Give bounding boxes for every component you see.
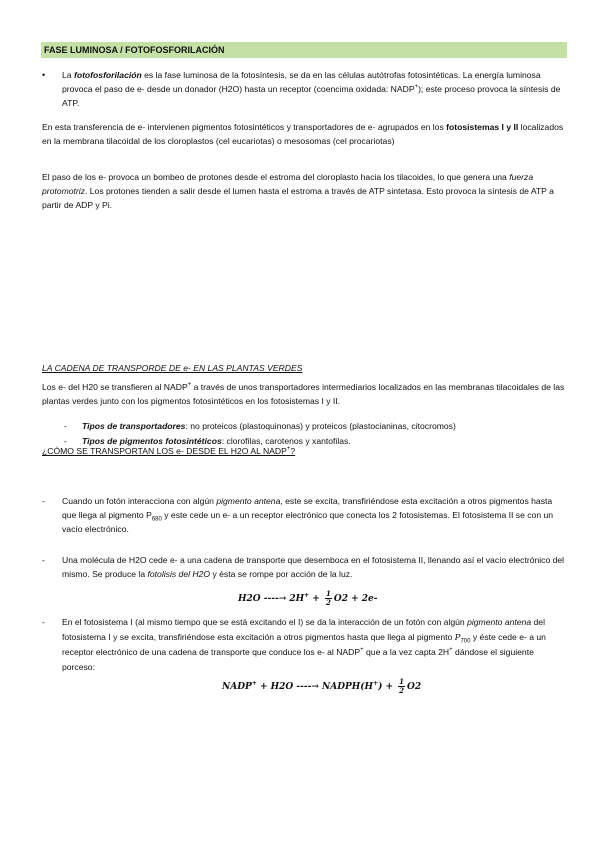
- eq-text: H2O ----: [270, 682, 312, 692]
- eq-text: +: [382, 682, 397, 692]
- list-dash: -: [64, 421, 67, 431]
- superscript: +: [414, 84, 419, 91]
- text: a través de unos transportadores intermediarios localizados en las membranas tilacoidales de las plantas verdes junto con los pigmentos fotosintéticos en los fotosistemas I y II.: [42, 382, 565, 406]
- list-dash: -: [42, 617, 45, 627]
- subscript: 700: [460, 638, 471, 645]
- paragraph-fotosistemas: [42, 120, 567, 148]
- list-dash: -: [42, 555, 45, 565]
- numerator: 1: [399, 677, 405, 686]
- denominator: 2: [399, 686, 405, 695]
- term-fotolisis: fotolisis del H2O: [147, 569, 211, 579]
- text: ¿CÓMO SE TRANSPORTAN LOS e- DESDE EL H2O AL NADP: [42, 446, 287, 456]
- list-item-label: Tipos de pigmentos fotosintéticos: [82, 436, 222, 446]
- eq-text: H2O ----: [238, 594, 279, 604]
- eq-text: NADP: [222, 682, 252, 692]
- term-pigmento-antena: pigmento antena: [216, 496, 281, 506]
- text: y ésta se rompe por acción de la luz.: [210, 569, 353, 579]
- superscript: +: [360, 647, 364, 654]
- term-pigmento-antena: pigmento antena: [467, 617, 532, 627]
- text: Los e- del H20 se transfieren al NADP: [42, 382, 188, 392]
- text: y este cede un e- a un receptor electrónico que conecta los 2 fotosistemas. El fotosistema II se con un vacío electrónico.: [62, 510, 554, 534]
- fraction: [398, 678, 405, 695]
- text: En el fotosistema I (al mismo tiempo que se está excitando el I) se da la interacción de un fotón con algún: [62, 617, 468, 627]
- bullet-mark: •: [42, 70, 46, 80]
- text: Una molécula de H2O cede e- a una cadena de transporte que desemboca en el fotosistema II, llenando así el vacío electrónico del mismo. Se produce la: [62, 555, 565, 579]
- denominator: 2: [325, 598, 331, 607]
- arrow-icon: →: [278, 594, 287, 604]
- paragraph-transferencia: [42, 380, 567, 408]
- section-title-text: [42, 446, 295, 456]
- arrow-icon: →: [311, 682, 319, 692]
- text: . Los protones tienden a salir desde el lumen hasta el estroma a través de ATP sintetasa. Esto provoca la síntesis de ATP a partir de ADP y Pi.: [42, 186, 554, 210]
- text: La: [62, 70, 74, 80]
- eq-text: O2: [407, 682, 422, 692]
- section-title-transporte: [42, 444, 567, 458]
- superscript: +: [286, 446, 291, 453]
- eq-text: NADPH(H: [318, 682, 374, 692]
- superscript: +: [187, 382, 192, 389]
- numerator: 1: [325, 589, 331, 598]
- text: dándose el siguiente porceso:: [62, 647, 534, 672]
- eq-text: 2H: [286, 594, 305, 604]
- superscript: +: [449, 647, 453, 654]
- list-item-text: : clorofilas, carotenos y xantofilas.: [221, 436, 351, 446]
- section-title-text: LA CADENA DE TRANSPORDE DE e- EN LAS PLANTAS VERDES: [42, 363, 303, 373]
- text: ); este proceso provoca la síntesis de ATP.: [62, 84, 561, 108]
- section-header: FASE LUMINOSA / FOTOFOSFORILACIÓN: [41, 42, 567, 58]
- list-item-label: Tipos de transportadores: [82, 421, 186, 431]
- list-item-fotosistema-I: [62, 615, 567, 674]
- list-item-text: : no proteicos (plastoquinonas) y proteicos (plastocianinas, citocromos): [185, 421, 456, 431]
- text: El paso de los e- provoca un bombeo de protones desde el estroma del cloroplasto hacia los tilacoides, lo que genera una: [42, 172, 510, 182]
- eq-text: +: [256, 682, 271, 692]
- paragraph-protones: [42, 170, 567, 212]
- text: que a la vez capta 2H: [363, 647, 450, 657]
- eq-text: +: [309, 594, 323, 604]
- text: , este se excita, transfiriéndose esta excitación a otros pigmentos hasta que llega al pigmento P: [62, 496, 553, 520]
- intro-paragraph: [62, 68, 567, 110]
- text: del fotosistema I y se excita, transfiriéndose esta excitación a otros pigmentos hasta que llega al pigmento: [62, 617, 545, 642]
- eq-text: ): [378, 682, 383, 692]
- equation-nadp: [222, 678, 421, 695]
- list-dash: -: [64, 436, 67, 446]
- superscript: +: [373, 680, 379, 687]
- eq-text: + 2e-: [347, 594, 378, 604]
- text: ?: [290, 446, 296, 456]
- text: localizados en la membrana tilacoidal de los cloroplastos (cel eucariotas) o mesosomas (cel procariotas): [42, 122, 564, 146]
- text: es la fase luminosa de la fotosíntesis, se da en las células autótrofas fotosintéticas. La energía luminosa provoca el paso de e- desde un donador (H2O) hasta un receptor (coencima oxidada: NADP: [62, 70, 541, 94]
- section-title-cadena: [42, 361, 567, 375]
- term-fotofosforilacion: fotofosforilación: [73, 70, 142, 80]
- list-item-transportadores: [82, 419, 567, 433]
- eq-text: O2: [333, 594, 348, 604]
- superscript: +: [251, 680, 257, 687]
- fraction: [325, 590, 332, 607]
- subscript: 680: [151, 516, 162, 523]
- pigment-symbol: P: [454, 632, 461, 643]
- list-item-fotolisis: [62, 553, 567, 581]
- text: y éste cede e- a un receptor electrónico de una cadena de transporte que conduce los e- al NADP: [62, 631, 546, 657]
- equation-fotolisis: [238, 590, 378, 607]
- term-fotosistemas: fotosistemas I y II: [446, 122, 519, 132]
- list-item-foton: [62, 494, 567, 536]
- list-dash: -: [42, 496, 45, 506]
- text: Cuando un fotón interacciona con algún: [62, 496, 217, 506]
- term-fuerza-protomotriz: fuerza protomotriz: [42, 172, 534, 196]
- text: En esta transferencia de e- intervienen pigmentos fotosintéticos y transportadores de e- agrupados en los: [42, 122, 447, 132]
- superscript: +: [304, 592, 310, 599]
